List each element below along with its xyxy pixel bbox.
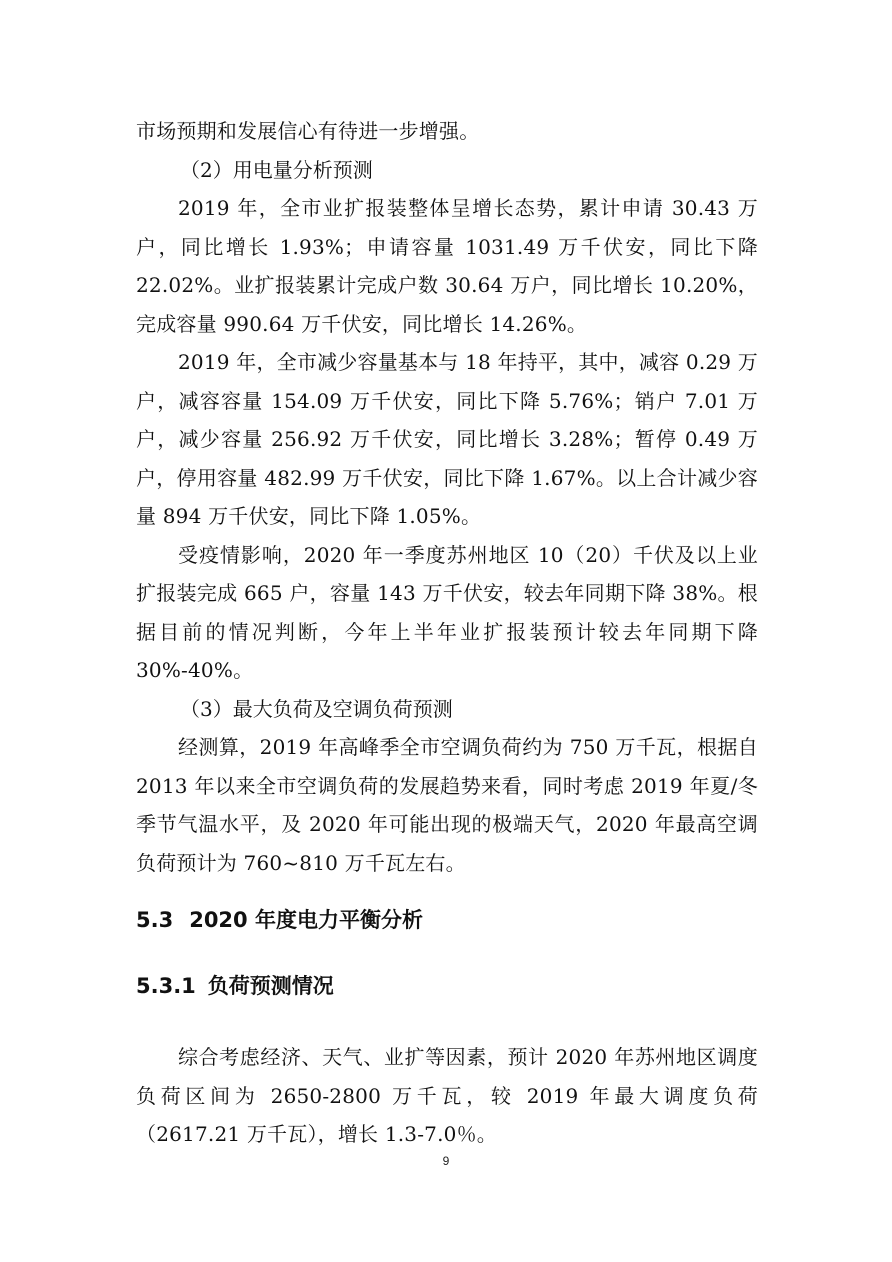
subheading-max-load-ac: （3）最大负荷及空调负荷预测	[180, 696, 453, 721]
page-body	[136, 112, 758, 1154]
paragraph-ac-load-forecast: 经测算，2019 年高峰季全市空调负荷约为 750 万千瓦，根据自 2013 年以来全市空调负荷的发展趋势来看，同时考虑 2019 年夏/冬季节气温水平，及 2020 年可能出现的极端天气，2020 年最高空调负荷预计为 760~810 万千瓦左右。	[136, 735, 758, 875]
subheading-electricity-forecast: （2）用电量分析预测	[180, 157, 373, 182]
section-title: 2020 年度电力平衡分析	[189, 908, 423, 932]
paragraph-business-expansion-2019: 2019 年，全市业扩报装整体呈增长态势，累计申请 30.43 万户，同比增长 1.93%；申请容量 1031.49 万千伏安，同比下降 22.02%。业扩报装累计完成户数 30.64 万户，同比增长 10.20%，完成容量 990.64 万千伏安，同比增长 14.26%。	[136, 196, 758, 336]
section-number: 5.3	[136, 908, 174, 932]
subsection-title: 负荷预测情况	[207, 974, 334, 998]
paragraph-epidemic-impact: 受疫情影响，2020 年一季度苏州地区 10（20）千伏及以上业扩报装完成 665 户，容量 143 万千伏安，较去年同期下降 38%。根据目前的情况判断，今年上半年业扩报装预计较去年同期下降 30%-40%。	[136, 542, 758, 682]
paragraph-continuation: 市场预期和发展信心有待进一步增强。	[136, 119, 480, 143]
subsection-number: 5.3.1	[136, 974, 196, 998]
section-heading-5-3-1	[136, 966, 758, 1006]
section-heading-5-3	[136, 900, 758, 940]
page-number: 9	[442, 1154, 450, 1168]
paragraph-load-forecast: 综合考虑经济、天气、业扩等因素，预计 2020 年苏州地区调度负荷区间为 2650-2800 万千瓦，较 2019 年最大调度负荷（2617.21 万千瓦），增长 1.3-7.0％。	[136, 1045, 758, 1146]
paragraph-capacity-reduction-2019: 2019 年，全市减少容量基本与 18 年持平，其中，减容 0.29 万户，减容容量 154.09 万千伏安，同比下降 5.76%；销户 7.01 万户，减少容量 256.92 万千伏安，同比增长 3.28%；暂停 0.49 万户，停用容量 482.99 万千伏安，同比下降 1.67%。以上合计减少容量 894 万千伏安，同比下降 1.05%。	[136, 350, 758, 528]
